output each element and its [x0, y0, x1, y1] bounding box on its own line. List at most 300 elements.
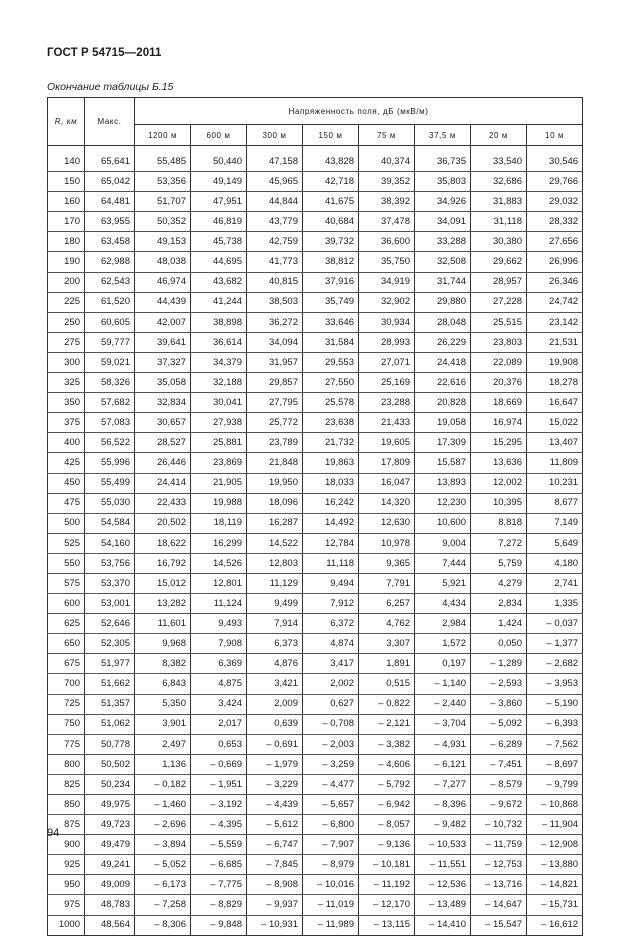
- sub-header-height: 150 м: [303, 125, 359, 146]
- cell-value: 27,938: [191, 413, 247, 433]
- cell-value: – 12,753: [471, 855, 527, 875]
- cell-distance: 140: [48, 152, 85, 172]
- sub-header-height: 20 м: [471, 125, 527, 146]
- cell-value: 34,926: [415, 192, 471, 212]
- sub-header-height: 300 м: [247, 125, 303, 146]
- cell-value: 23,638: [303, 413, 359, 433]
- cell-value: – 13,716: [471, 875, 527, 895]
- cell-value: 29,032: [527, 192, 583, 212]
- cell-value: 49,153: [135, 232, 191, 252]
- cell-distance: 190: [48, 252, 85, 272]
- cell-distance: 1000: [48, 915, 85, 935]
- cell-value: – 2,682: [527, 654, 583, 674]
- cell-value: 2,017: [191, 714, 247, 734]
- cell-value: 39,732: [303, 232, 359, 252]
- table-row: [48, 815, 583, 835]
- table-row: [48, 734, 583, 754]
- cell-max: 51,357: [85, 694, 135, 714]
- cell-value: – 3,860: [471, 694, 527, 714]
- cell-value: – 13,880: [527, 855, 583, 875]
- cell-value: 28,957: [471, 272, 527, 292]
- cell-value: 11,601: [135, 614, 191, 634]
- cell-value: – 13,115: [359, 915, 415, 935]
- cell-distance: 825: [48, 774, 85, 794]
- cell-value: – 8,829: [191, 895, 247, 915]
- header-max: Макс.: [85, 98, 135, 146]
- cell-value: 14,492: [303, 513, 359, 533]
- cell-max: 58,326: [85, 373, 135, 393]
- cell-value: 34,919: [359, 272, 415, 292]
- cell-value: 31,957: [247, 352, 303, 372]
- cell-max: 55,030: [85, 493, 135, 513]
- cell-value: – 14,821: [527, 875, 583, 895]
- cell-value: – 1,979: [247, 754, 303, 774]
- cell-value: 25,515: [471, 312, 527, 332]
- cell-value: 13,636: [471, 453, 527, 473]
- cell-max: 53,001: [85, 594, 135, 614]
- cell-value: 7,914: [247, 614, 303, 634]
- cell-value: 15,295: [471, 433, 527, 453]
- cell-value: 15,022: [527, 413, 583, 433]
- cell-value: 22,433: [135, 493, 191, 513]
- cell-value: 4,279: [471, 573, 527, 593]
- cell-value: 29,662: [471, 252, 527, 272]
- cell-value: 7,912: [303, 594, 359, 614]
- cell-value: 17,809: [359, 453, 415, 473]
- cell-value: 43,828: [303, 152, 359, 172]
- cell-value: 1,424: [471, 614, 527, 634]
- cell-max: 51,062: [85, 714, 135, 734]
- cell-value: 49,149: [191, 172, 247, 192]
- table-row: [48, 473, 583, 493]
- cell-value: – 11,019: [303, 895, 359, 915]
- cell-value: 29,880: [415, 292, 471, 312]
- cell-value: 19,908: [527, 352, 583, 372]
- cell-value: 44,844: [247, 192, 303, 212]
- sub-header-height: 75 м: [359, 125, 415, 146]
- table-row: [48, 433, 583, 453]
- cell-value: 0,050: [471, 634, 527, 654]
- cell-value: – 11,904: [527, 815, 583, 835]
- cell-value: 25,881: [191, 433, 247, 453]
- cell-value: – 7,451: [471, 754, 527, 774]
- field-strength-table: [47, 97, 583, 936]
- cell-value: 38,392: [359, 192, 415, 212]
- cell-value: 37,916: [303, 272, 359, 292]
- cell-value: 19,605: [359, 433, 415, 453]
- table-row: [48, 875, 583, 895]
- cell-value: – 8,979: [303, 855, 359, 875]
- cell-value: – 0,691: [247, 734, 303, 754]
- cell-value: 40,815: [247, 272, 303, 292]
- cell-value: 9,499: [247, 594, 303, 614]
- cell-value: – 5,657: [303, 795, 359, 815]
- cell-value: – 15,731: [527, 895, 583, 915]
- cell-value: 6,843: [135, 674, 191, 694]
- cell-value: 5,350: [135, 694, 191, 714]
- cell-value: 3,417: [303, 654, 359, 674]
- cell-value: 0,639: [247, 714, 303, 734]
- cell-max: 57,083: [85, 413, 135, 433]
- table-row: [48, 553, 583, 573]
- cell-value: 23,803: [471, 332, 527, 352]
- cell-value: 24,742: [527, 292, 583, 312]
- table-row: [48, 413, 583, 433]
- cell-value: 2,741: [527, 573, 583, 593]
- cell-value: 44,695: [191, 252, 247, 272]
- cell-value: 12,803: [247, 553, 303, 573]
- table-row: [48, 272, 583, 292]
- cell-value: 13,893: [415, 473, 471, 493]
- cell-value: – 11,989: [303, 915, 359, 935]
- cell-value: 19,863: [303, 453, 359, 473]
- cell-value: 2,002: [303, 674, 359, 694]
- cell-max: 63,955: [85, 212, 135, 232]
- cell-distance: 400: [48, 433, 85, 453]
- header-r-km-label: R, км: [54, 117, 78, 126]
- sub-header-height: 1200 м: [135, 125, 191, 146]
- cell-value: – 15,547: [471, 915, 527, 935]
- cell-value: – 3,894: [135, 835, 191, 855]
- cell-value: 28,332: [527, 212, 583, 232]
- cell-value: 3,901: [135, 714, 191, 734]
- cell-value: 0,627: [303, 694, 359, 714]
- cell-value: 8,677: [527, 493, 583, 513]
- cell-max: 51,662: [85, 674, 135, 694]
- table-row: [48, 634, 583, 654]
- cell-value: 40,684: [303, 212, 359, 232]
- cell-value: 6,257: [359, 594, 415, 614]
- cell-max: 51,977: [85, 654, 135, 674]
- cell-value: 0,515: [359, 674, 415, 694]
- cell-value: – 3,953: [527, 674, 583, 694]
- cell-value: 0,197: [415, 654, 471, 674]
- cell-value: 41,244: [191, 292, 247, 312]
- cell-value: 36,272: [247, 312, 303, 332]
- cell-distance: 170: [48, 212, 85, 232]
- cell-value: – 13,489: [415, 895, 471, 915]
- cell-max: 65,042: [85, 172, 135, 192]
- cell-max: 49,009: [85, 875, 135, 895]
- cell-value: – 7,277: [415, 774, 471, 794]
- cell-value: – 4,477: [303, 774, 359, 794]
- table-row: [48, 493, 583, 513]
- table-row: [48, 152, 583, 172]
- table-caption: Окончание таблицы Б.15: [47, 81, 174, 93]
- cell-value: 26,446: [135, 453, 191, 473]
- cell-value: – 11,759: [471, 835, 527, 855]
- cell-distance: 725: [48, 694, 85, 714]
- table-row: [48, 573, 583, 593]
- table-row: [48, 172, 583, 192]
- cell-distance: 575: [48, 573, 85, 593]
- cell-distance: 600: [48, 594, 85, 614]
- cell-value: 30,546: [527, 152, 583, 172]
- cell-value: 16,047: [359, 473, 415, 493]
- cell-distance: 350: [48, 393, 85, 413]
- cell-value: – 9,848: [191, 915, 247, 935]
- cell-value: – 6,800: [303, 815, 359, 835]
- cell-value: 29,857: [247, 373, 303, 393]
- cell-value: 19,058: [415, 413, 471, 433]
- cell-value: – 11,551: [415, 855, 471, 875]
- cell-value: – 6,685: [191, 855, 247, 875]
- cell-value: 23,789: [247, 433, 303, 453]
- cell-value: 4,876: [247, 654, 303, 674]
- cell-value: 33,646: [303, 312, 359, 332]
- cell-value: 3,421: [247, 674, 303, 694]
- cell-distance: 325: [48, 373, 85, 393]
- cell-value: 6,373: [247, 634, 303, 654]
- cell-value: 22,089: [471, 352, 527, 372]
- cell-value: 8,818: [471, 513, 527, 533]
- header-r-km: [48, 98, 85, 146]
- cell-value: 3,424: [191, 694, 247, 714]
- cell-value: 25,169: [359, 373, 415, 393]
- cell-value: 50,440: [191, 152, 247, 172]
- cell-distance: 950: [48, 875, 85, 895]
- cell-value: 11,809: [527, 453, 583, 473]
- cell-value: 34,379: [191, 352, 247, 372]
- cell-value: 3,307: [359, 634, 415, 654]
- cell-value: – 3,259: [303, 754, 359, 774]
- cell-distance: 625: [48, 614, 85, 634]
- cell-value: 4,875: [191, 674, 247, 694]
- cell-value: 20,828: [415, 393, 471, 413]
- cell-value: 14,522: [247, 533, 303, 553]
- cell-value: 19,988: [191, 493, 247, 513]
- table-row: [48, 292, 583, 312]
- cell-value: 11,124: [191, 594, 247, 614]
- cell-value: – 9,672: [471, 795, 527, 815]
- cell-value: – 10,868: [527, 795, 583, 815]
- table-row: [48, 232, 583, 252]
- cell-max: 59,777: [85, 332, 135, 352]
- cell-value: 20,376: [471, 373, 527, 393]
- cell-value: 31,584: [303, 332, 359, 352]
- cell-value: 32,508: [415, 252, 471, 272]
- cell-value: 46,819: [191, 212, 247, 232]
- document-standard-header: ГОСТ Р 54715—2011: [47, 47, 162, 59]
- cell-value: 1,891: [359, 654, 415, 674]
- cell-value: 23,869: [191, 453, 247, 473]
- cell-distance: 300: [48, 352, 85, 372]
- cell-value: 46,974: [135, 272, 191, 292]
- cell-distance: 525: [48, 533, 85, 553]
- cell-value: 6,372: [303, 614, 359, 634]
- cell-value: – 0,822: [359, 694, 415, 714]
- header-field-strength: Напряженность поля, дБ (мкВ/м): [135, 98, 583, 125]
- cell-value: – 1,377: [527, 634, 583, 654]
- cell-value: 16,974: [471, 413, 527, 433]
- cell-value: – 7,775: [191, 875, 247, 895]
- cell-distance: 900: [48, 835, 85, 855]
- table-row: [48, 594, 583, 614]
- cell-distance: 675: [48, 654, 85, 674]
- cell-value: 45,738: [191, 232, 247, 252]
- cell-value: 53,356: [135, 172, 191, 192]
- cell-value: 1,572: [415, 634, 471, 654]
- cell-value: 14,526: [191, 553, 247, 573]
- cell-value: 25,578: [303, 393, 359, 413]
- cell-value: 10,231: [527, 473, 583, 493]
- table-row: [48, 654, 583, 674]
- cell-value: – 1,951: [191, 774, 247, 794]
- cell-value: 35,750: [359, 252, 415, 272]
- cell-value: – 7,562: [527, 734, 583, 754]
- cell-value: – 7,907: [303, 835, 359, 855]
- cell-value: – 6,121: [415, 754, 471, 774]
- cell-value: – 9,136: [359, 835, 415, 855]
- cell-max: 57,682: [85, 393, 135, 413]
- cell-value: – 0,182: [135, 774, 191, 794]
- cell-value: – 9,937: [247, 895, 303, 915]
- cell-value: 32,902: [359, 292, 415, 312]
- cell-value: 12,230: [415, 493, 471, 513]
- cell-value: 5,759: [471, 553, 527, 573]
- cell-distance: 250: [48, 312, 85, 332]
- cell-value: 2,834: [471, 594, 527, 614]
- cell-value: – 10,533: [415, 835, 471, 855]
- table-row: [48, 614, 583, 634]
- cell-max: 64,481: [85, 192, 135, 212]
- cell-value: – 12,908: [527, 835, 583, 855]
- cell-value: 4,874: [303, 634, 359, 654]
- cell-value: 32,834: [135, 393, 191, 413]
- cell-value: – 6,747: [247, 835, 303, 855]
- table-row: [48, 393, 583, 413]
- cell-value: 7,444: [415, 553, 471, 573]
- cell-distance: 375: [48, 413, 85, 433]
- cell-value: 21,848: [247, 453, 303, 473]
- cell-value: 18,278: [527, 373, 583, 393]
- cell-value: 43,779: [247, 212, 303, 232]
- cell-value: – 0,669: [191, 754, 247, 774]
- cell-value: 36,614: [191, 332, 247, 352]
- table-row: [48, 212, 583, 232]
- cell-value: 11,129: [247, 573, 303, 593]
- cell-value: – 8,579: [471, 774, 527, 794]
- cell-value: – 8,396: [415, 795, 471, 815]
- cell-value: 0,653: [191, 734, 247, 754]
- cell-value: 29,553: [303, 352, 359, 372]
- cell-value: – 8,697: [527, 754, 583, 774]
- cell-max: 49,241: [85, 855, 135, 875]
- cell-value: 41,675: [303, 192, 359, 212]
- cell-value: 26,229: [415, 332, 471, 352]
- cell-value: 10,978: [359, 533, 415, 553]
- cell-value: 38,898: [191, 312, 247, 332]
- cell-value: 38,812: [303, 252, 359, 272]
- cell-max: 49,723: [85, 815, 135, 835]
- table-row: [48, 774, 583, 794]
- cell-value: 1,335: [527, 594, 583, 614]
- cell-value: – 10,931: [247, 915, 303, 935]
- cell-value: – 12,170: [359, 895, 415, 915]
- cell-value: 31,744: [415, 272, 471, 292]
- cell-max: 50,778: [85, 734, 135, 754]
- cell-value: 26,996: [527, 252, 583, 272]
- cell-value: 16,242: [303, 493, 359, 513]
- cell-value: – 6,173: [135, 875, 191, 895]
- cell-value: 9,968: [135, 634, 191, 654]
- cell-distance: 160: [48, 192, 85, 212]
- cell-value: 32,686: [471, 172, 527, 192]
- cell-value: – 3,704: [415, 714, 471, 734]
- cell-max: 53,370: [85, 573, 135, 593]
- cell-value: – 14,410: [415, 915, 471, 935]
- cell-distance: 500: [48, 513, 85, 533]
- cell-value: 33,288: [415, 232, 471, 252]
- cell-value: – 10,016: [303, 875, 359, 895]
- cell-value: 12,784: [303, 533, 359, 553]
- cell-distance: 750: [48, 714, 85, 734]
- cell-value: 25,772: [247, 413, 303, 433]
- cell-value: 2,009: [247, 694, 303, 714]
- cell-value: 42,007: [135, 312, 191, 332]
- cell-max: 53,756: [85, 553, 135, 573]
- cell-value: 19,950: [247, 473, 303, 493]
- cell-value: 16,647: [527, 393, 583, 413]
- table-row: [48, 895, 583, 915]
- cell-value: – 14,647: [471, 895, 527, 915]
- cell-value: 8,382: [135, 654, 191, 674]
- cell-value: – 5,559: [191, 835, 247, 855]
- cell-max: 63,458: [85, 232, 135, 252]
- cell-value: 16,287: [247, 513, 303, 533]
- cell-value: 26,346: [527, 272, 583, 292]
- cell-max: 59,021: [85, 352, 135, 372]
- table-row: [48, 674, 583, 694]
- cell-value: 7,272: [471, 533, 527, 553]
- cell-value: – 10,181: [359, 855, 415, 875]
- table-row: [48, 192, 583, 212]
- cell-value: 27,071: [359, 352, 415, 372]
- cell-value: 21,732: [303, 433, 359, 453]
- table-row: [48, 754, 583, 774]
- cell-value: – 1,460: [135, 795, 191, 815]
- cell-distance: 775: [48, 734, 85, 754]
- table-row: [48, 352, 583, 372]
- cell-distance: 925: [48, 855, 85, 875]
- cell-value: – 8,057: [359, 815, 415, 835]
- cell-value: – 7,258: [135, 895, 191, 915]
- cell-max: 55,996: [85, 453, 135, 473]
- cell-value: – 2,003: [303, 734, 359, 754]
- cell-value: 2,984: [415, 614, 471, 634]
- cell-max: 48,783: [85, 895, 135, 915]
- cell-value: 7,149: [527, 513, 583, 533]
- cell-value: – 12,536: [415, 875, 471, 895]
- cell-max: 52,305: [85, 634, 135, 654]
- cell-distance: 975: [48, 895, 85, 915]
- cell-value: 21,531: [527, 332, 583, 352]
- cell-value: 41,773: [247, 252, 303, 272]
- cell-max: 55,499: [85, 473, 135, 493]
- cell-value: 33,540: [471, 152, 527, 172]
- cell-value: 29,766: [527, 172, 583, 192]
- cell-max: 48,564: [85, 915, 135, 935]
- cell-value: 55,485: [135, 152, 191, 172]
- cell-value: – 5,092: [471, 714, 527, 734]
- page-number: 94: [47, 827, 60, 839]
- cell-value: 21,905: [191, 473, 247, 493]
- cell-value: 7,791: [359, 573, 415, 593]
- cell-value: 15,587: [415, 453, 471, 473]
- cell-value: 23,142: [527, 312, 583, 332]
- cell-value: 18,119: [191, 513, 247, 533]
- cell-value: 10,395: [471, 493, 527, 513]
